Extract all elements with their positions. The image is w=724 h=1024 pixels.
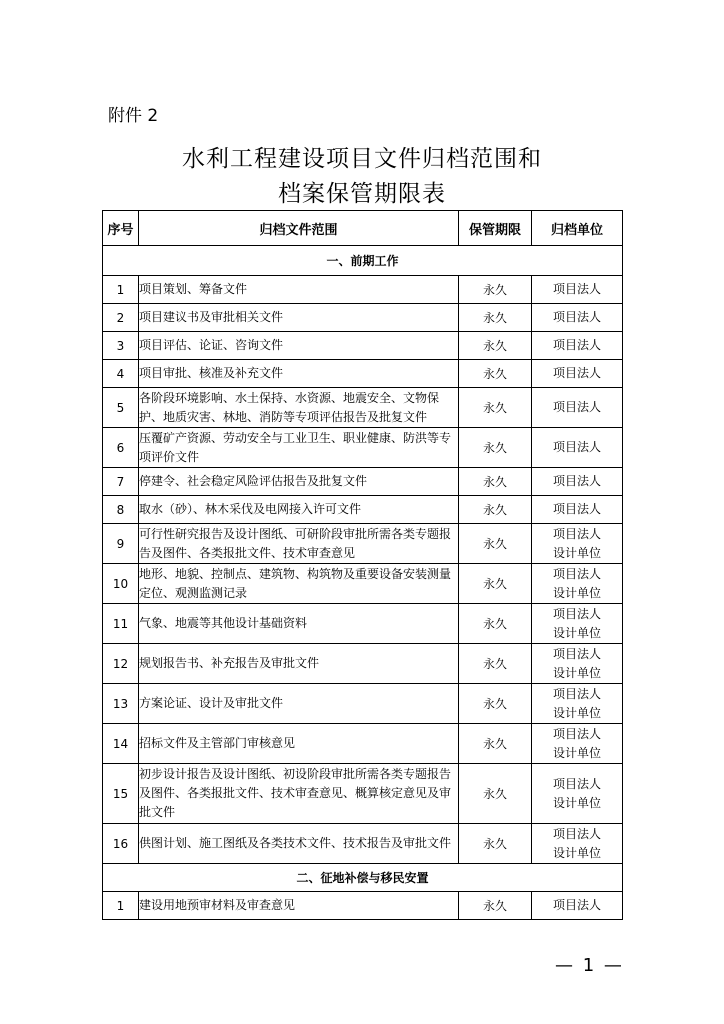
row-unit [532,524,623,564]
row-period: 永久 [459,684,532,724]
row-unit [532,276,623,304]
row-scope: 供图计划、施工图纸及各类技术文件、技术报告及审批文件 [139,824,459,864]
unit-name: 项目法人 [552,898,601,912]
table-row [103,604,623,644]
unit-name: 项目法人 [552,726,601,741]
table-row [103,304,623,332]
row-period: 永久 [459,388,532,428]
row-scope: 停建令、社会稳定风险评估报告及批复文件 [139,468,459,496]
archive-table [102,210,623,920]
unit-name: 项目法人 [552,646,601,661]
row-number: 2 [103,304,139,332]
row-unit [532,468,623,496]
unit-name: 项目法人 [552,686,601,701]
row-number: 6 [103,428,139,468]
row-unit [532,332,623,360]
row-period: 永久 [459,824,532,864]
row-period: 永久 [459,468,532,496]
row-number: 15 [103,764,139,824]
row-number: 1 [103,892,139,920]
section-title: 二、征地补偿与移民安置 [103,864,623,892]
row-scope: 地形、地貌、控制点、建筑物、构筑物及重要设备安装测量定位、观测监测记录 [139,564,459,604]
row-number: 4 [103,360,139,388]
row-unit [532,724,623,764]
table-row [103,764,623,824]
table-row [103,892,623,920]
unit-name: 项目法人 [552,282,601,296]
row-period: 永久 [459,332,532,360]
document-title-line-2: 档案保管期限表 [278,181,446,207]
row-unit [532,684,623,724]
unit-name: 设计单位 [552,795,601,810]
row-scope: 项目建议书及审批相关文件 [139,304,459,332]
row-number: 13 [103,684,139,724]
section-row [103,864,623,892]
table-row [103,468,623,496]
attachment-label: 附件 2 [108,106,159,126]
header-unit: 归档单位 [532,211,623,246]
row-scope: 各阶段环境影响、水土保持、水资源、地震安全、文物保护、地质灾害、林地、消防等专项评估报告及批复文件 [139,388,459,428]
unit-name: 设计单位 [552,545,601,560]
unit-name: 设计单位 [552,625,601,640]
row-unit [532,604,623,644]
row-scope: 气象、地震等其他设计基础资料 [139,604,459,644]
row-scope: 取水（砂）、林木采伐及电网接入许可文件 [139,496,459,524]
row-period: 永久 [459,764,532,824]
table-row [103,496,623,524]
unit-name: 项目法人 [552,776,601,791]
row-period: 永久 [459,496,532,524]
row-number: 10 [103,564,139,604]
section-title: 一、前期工作 [103,246,623,276]
row-scope: 项目审批、核准及补充文件 [139,360,459,388]
table-body [103,246,623,920]
table-header-row [103,211,623,246]
row-scope: 初步设计报告及设计图纸、初设阶段审批所需各类专题报告及图件、各类报批文件、技术审查意见、概算核定意见及审批文件 [139,764,459,824]
unit-name: 项目法人 [552,310,601,324]
header-no: 序号 [103,211,139,246]
row-scope: 建设用地预审材料及审查意见 [139,892,459,920]
row-number: 11 [103,604,139,644]
row-unit [532,304,623,332]
unit-name: 设计单位 [552,665,601,680]
row-unit [532,764,623,824]
unit-name: 项目法人 [552,826,601,841]
unit-name: 项目法人 [552,502,601,516]
unit-name: 设计单位 [552,745,601,760]
unit-name: 项目法人 [552,338,601,352]
header-scope: 归档文件范围 [139,211,459,246]
row-period: 永久 [459,644,532,684]
table-row [103,724,623,764]
table-row [103,428,623,468]
header-period: 保管期限 [459,211,532,246]
unit-name: 设计单位 [552,585,601,600]
row-number: 3 [103,332,139,360]
unit-name: 设计单位 [552,705,601,720]
row-number: 9 [103,524,139,564]
unit-name: 项目法人 [552,440,601,454]
table-row [103,824,623,864]
row-period: 永久 [459,892,532,920]
unit-name: 项目法人 [552,474,601,488]
row-number: 14 [103,724,139,764]
table-row [103,360,623,388]
unit-name: 设计单位 [552,845,601,860]
row-number: 7 [103,468,139,496]
table-row [103,524,623,564]
row-unit [532,564,623,604]
unit-name: 项目法人 [552,606,601,621]
row-period: 永久 [459,304,532,332]
row-period: 永久 [459,724,532,764]
row-scope: 项目评估、论证、咨询文件 [139,332,459,360]
table-row [103,564,623,604]
unit-name: 项目法人 [552,366,601,380]
unit-name: 项目法人 [552,526,601,541]
row-number: 1 [103,276,139,304]
row-period: 永久 [459,276,532,304]
row-period: 永久 [459,428,532,468]
unit-name: 项目法人 [552,566,601,581]
row-period: 永久 [459,360,532,388]
row-unit [532,360,623,388]
row-unit [532,496,623,524]
table-row [103,684,623,724]
row-scope: 规划报告书、补充报告及审批文件 [139,644,459,684]
table-row [103,388,623,428]
table-row [103,276,623,304]
table-row [103,644,623,684]
unit-name: 项目法人 [552,400,601,414]
row-number: 8 [103,496,139,524]
row-unit [532,892,623,920]
row-number: 5 [103,388,139,428]
row-period: 永久 [459,604,532,644]
row-scope: 压覆矿产资源、劳动安全与工业卫生、职业健康、防洪等专项评价文件 [139,428,459,468]
row-unit [532,428,623,468]
page-number: — 1 — [555,955,624,976]
row-number: 12 [103,644,139,684]
row-number: 16 [103,824,139,864]
row-scope: 方案论证、设计及审批文件 [139,684,459,724]
row-scope: 可行性研究报告及设计图纸、可研阶段审批所需各类专题报告及图件、各类报批文件、技术审查意见 [139,524,459,564]
table-row [103,332,623,360]
section-row [103,246,623,276]
row-period: 永久 [459,524,532,564]
row-unit [532,388,623,428]
row-scope: 项目策划、筹备文件 [139,276,459,304]
row-scope: 招标文件及主管部门审核意见 [139,724,459,764]
document-title-line-1: 水利工程建设项目文件归档范围和 [182,146,542,172]
row-unit [532,644,623,684]
row-period: 永久 [459,564,532,604]
row-unit [532,824,623,864]
